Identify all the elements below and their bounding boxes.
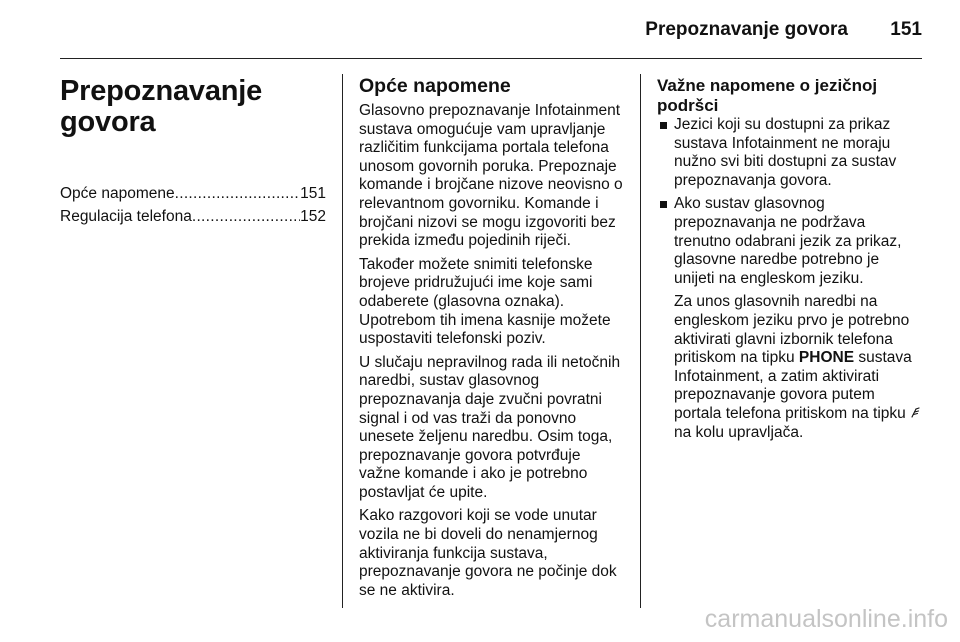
general-notes-column: [359, 76, 625, 605]
paragraph: Glasovno prepoznavanje Infotainment sustava omogućuje vam upravljanje različitim funkcijama portala telefona unosom govornih poruka. Prepoznaje komande i brojčane nizove neovisno o relevantnom govorniku. Komande i brojčani nizovi se mogu izgovoriti bez prekida između pojedinih riječi.: [359, 102, 623, 250]
column-divider-1: [342, 74, 343, 608]
chapter-column: [60, 76, 326, 231]
list-item-continuation: [674, 293, 923, 442]
column-divider-2: [640, 74, 641, 608]
paragraph: Također možete snimiti telefonske brojeve pridružujući ime koje sami odaberete (glasovna oznaka). Upotrebom tih imena kasnije možete uspostaviti telefonski poziv.: [359, 255, 611, 348]
bullet-list: [657, 116, 923, 442]
list-item-text: Jezici koji su dostupni za prikaz sustava Infotainment ne moraju nužno svi biti dostupni za sustav prepoznavanja govora.: [674, 116, 897, 189]
header-divider: [60, 58, 922, 59]
list-item-text: Ako sustav glasovnog prepoznavanja ne podržava trenutno odabrani jezik za prikaz, glasovne naredbe potrebno je unijeti na engleskom jeziku.: [674, 195, 902, 287]
toc-entry-label: Opće napomene: [60, 185, 175, 202]
toc-leader-dots: [192, 208, 300, 227]
continuation-text: Za unos glasovnih naredbi na engleskom jeziku prvo je potrebno aktivirati glavni izbornik telefona pritiskom na tipku: [674, 293, 910, 367]
steering-wheel-voice-icon: [910, 405, 921, 422]
paragraph: Kako razgovori koji se vode unutar vozila ne bi doveli do nenamjernog aktiviranja funkcija sustava, prepoznavanje govora ne počinje dok se ne aktivira.: [359, 507, 617, 599]
list-item: [657, 116, 923, 190]
continuation-text: sustava Infotainment, a zatim aktivirati prepoznavanje govora putem portala telefona pritiskom na tipku: [674, 349, 912, 422]
toc-entry[interactable]: [60, 208, 326, 227]
continuation-text: na kolu upravljača.: [674, 423, 804, 441]
watermark: carmanualsonline.info: [704, 605, 948, 633]
toc-leader-dots: [175, 185, 301, 204]
chapter-title: Prepoznavanje govora: [60, 75, 263, 138]
square-bullet-icon: [660, 122, 667, 129]
paragraph: U slučaju nepravilnog rada ili netočnih naredbi, sustav glasovnog prepoznavanja daje zvučni povratni signal i od vas traži da ponovno unesete željenu naredbu. Osim toga, prepoznavanje govora potvrđuje važne komande i ako je potrebno postavljat će upite.: [359, 353, 621, 501]
toc-entry-page: 151: [300, 185, 326, 202]
section-title: Opće napomene: [359, 75, 511, 97]
page-number: 151: [890, 19, 922, 40]
toc-entry[interactable]: [60, 185, 326, 204]
toc-entry-page: 152: [300, 208, 326, 226]
phone-key-label: PHONE: [798, 349, 855, 367]
language-notes-column: [657, 76, 923, 447]
subsection-title: Važne napomene o jezičnoj podršci: [657, 76, 878, 115]
running-header-title: Prepoznavanje govora: [645, 19, 848, 40]
square-bullet-icon: [660, 201, 667, 208]
toc-entry-label: Regulacija telefona: [60, 208, 192, 226]
list-item: [657, 195, 923, 442]
